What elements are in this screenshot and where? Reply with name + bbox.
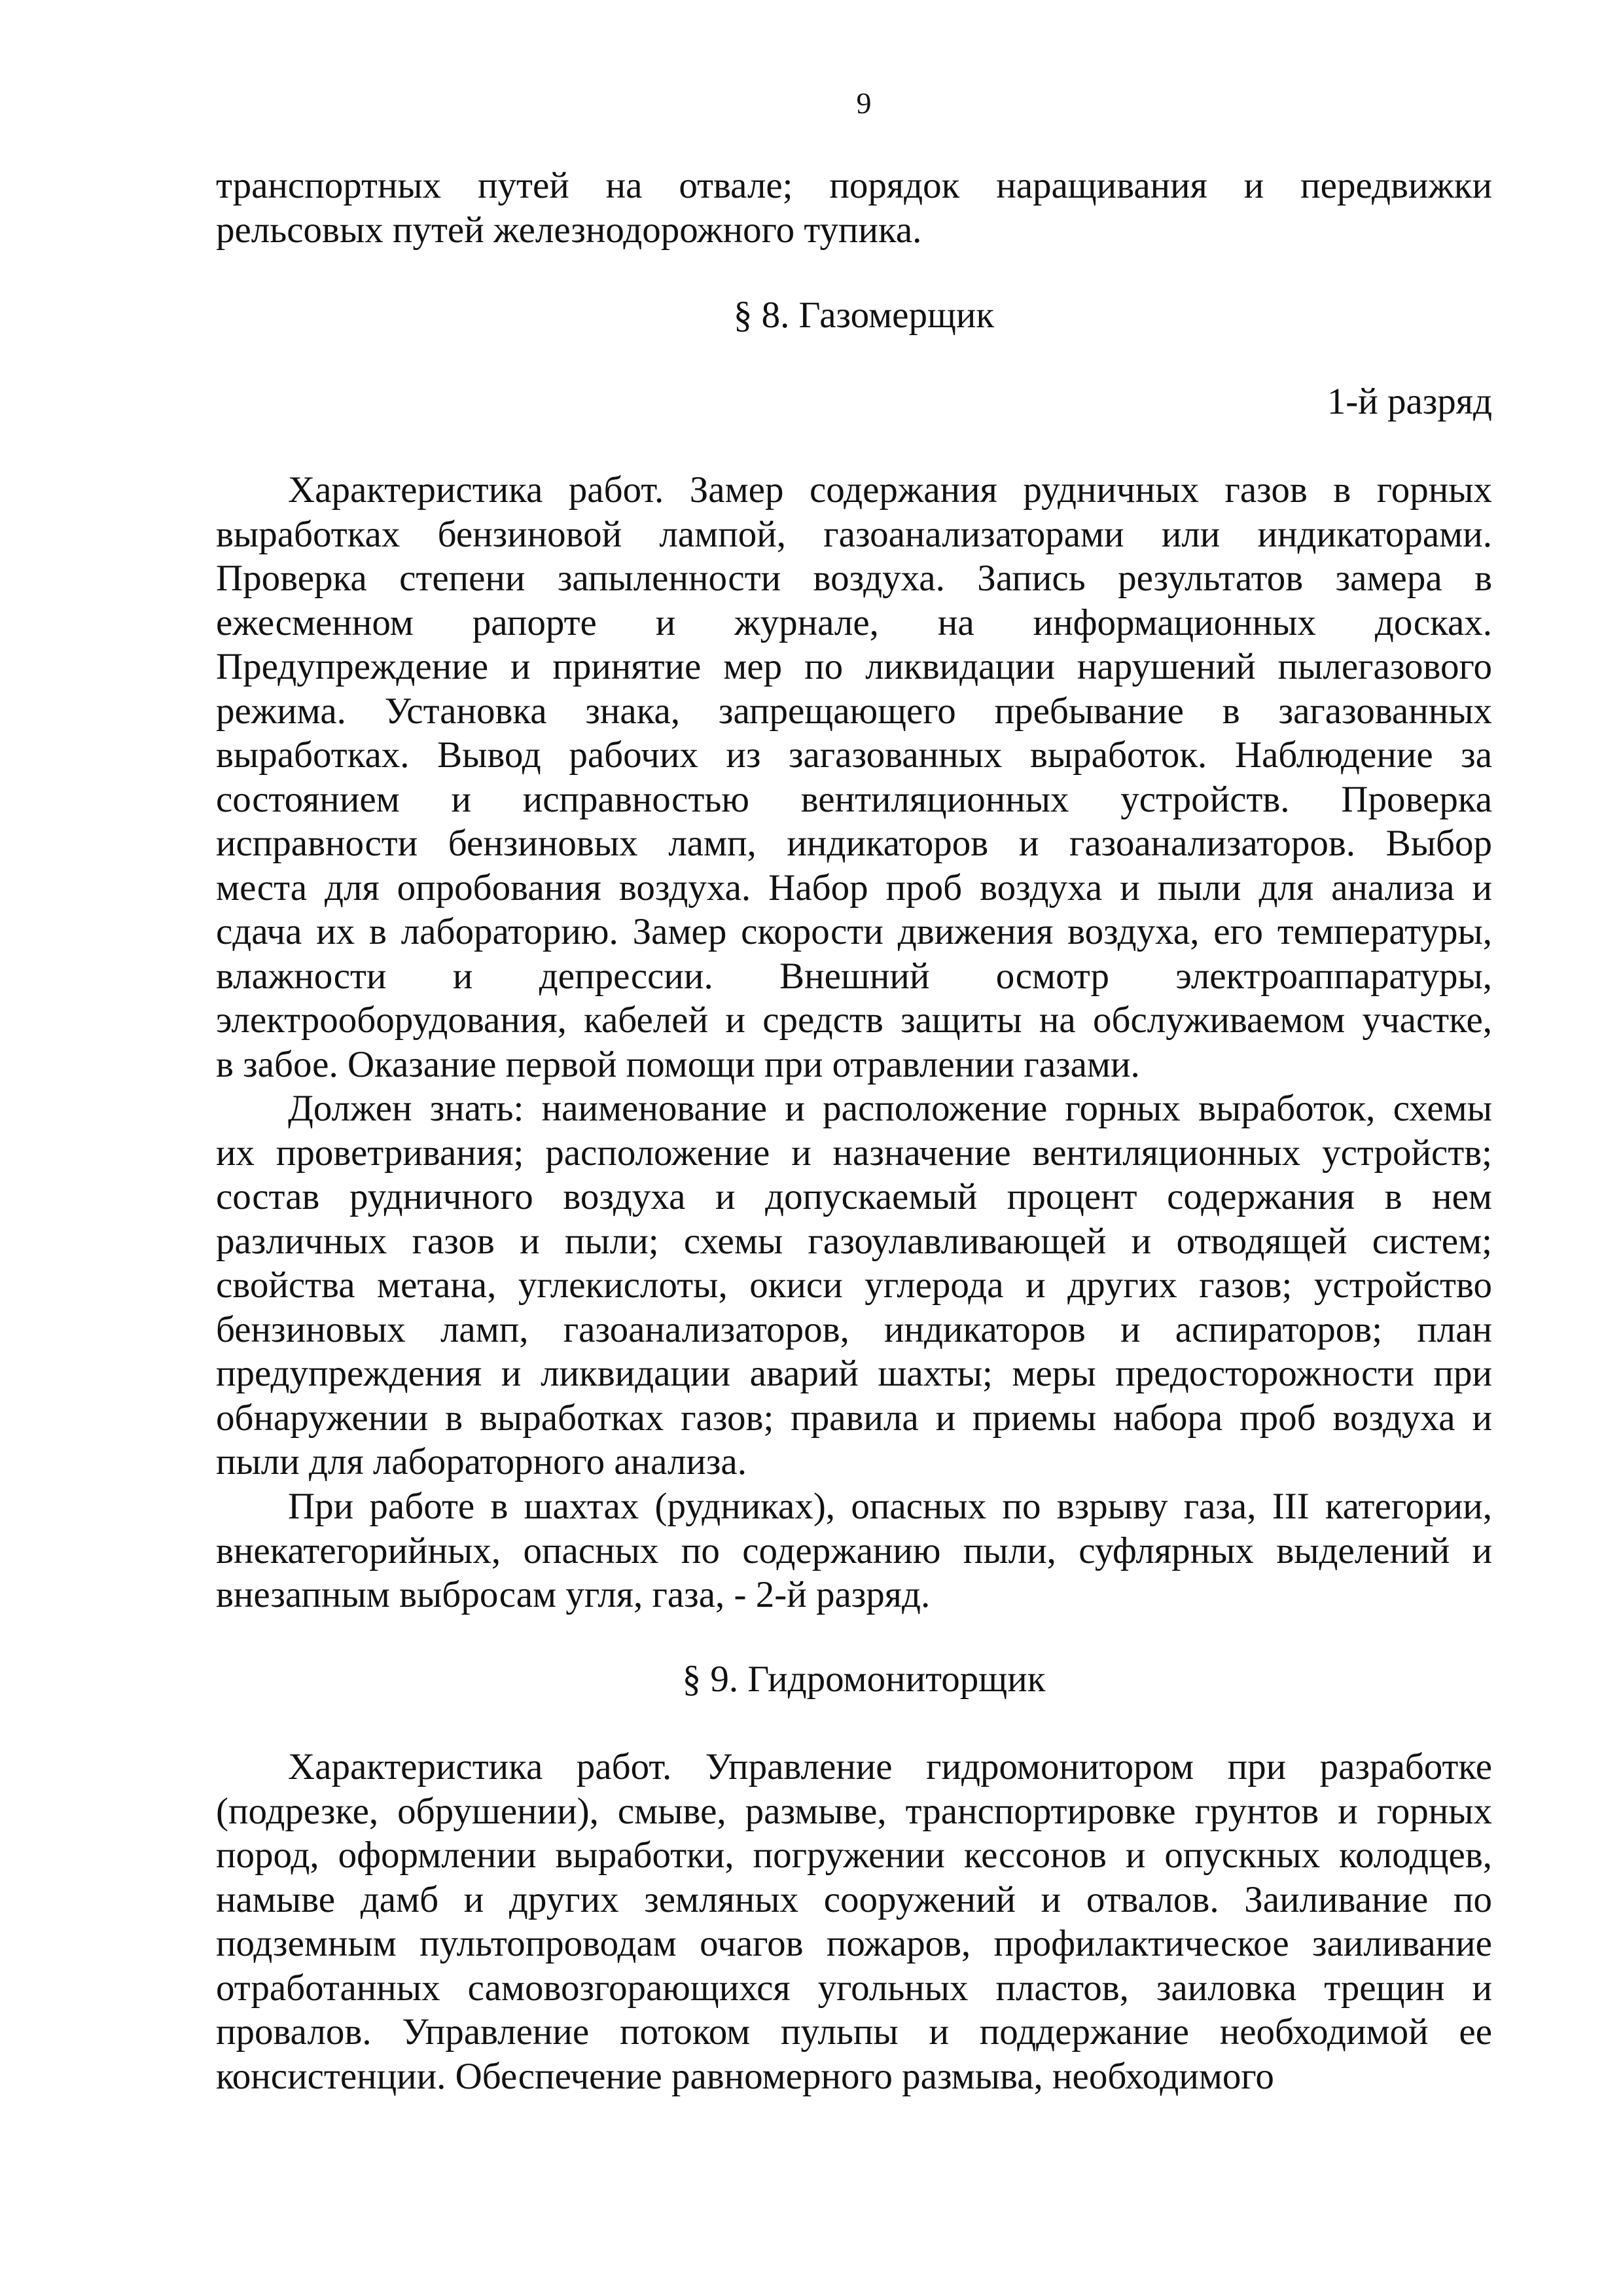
section9-characteristics-paragraph — [216, 1745, 1492, 2098]
text-line: внезапным выбросам угля, газа, - 2-й разряд. — [216, 1574, 931, 1615]
paragraph-indent — [216, 1745, 288, 1789]
text-line: отработанных самовозгорающихся угольных пластов, заиловка трещин и — [216, 1967, 1492, 2009]
text-line: в забое. Оказание первой помощи при отравлении газами. — [216, 1043, 1140, 1085]
section8-conditions-paragraph — [216, 1484, 1492, 1617]
text-line: выработках бензиновой лампой, газоанализаторами или индикаторами. — [216, 513, 1492, 555]
text-line: режима. Установка знака, запрещающего пребывание в загазованных — [216, 690, 1492, 732]
text-line: пород, оформлении выработки, погружении кессонов и опускных колодцев, — [216, 1835, 1492, 1876]
page-number: 9 — [856, 86, 872, 120]
text-line: электрооборудования, кабелей и средств защиты на обслуживаемом участке, — [216, 999, 1492, 1041]
line-text: Характеристика работ. Замер содержания рудничных газов в горных — [288, 469, 1492, 511]
text-line: влажности и депрессии. Внешний осмотр электроаппаратуры, — [216, 955, 1492, 997]
text-line: предупреждения и ликвидации аварий шахты; меры предосторожности при — [216, 1353, 1492, 1394]
text-line: внекатегорийных, опасных по содержанию пыли, суфлярных выделений и — [216, 1530, 1492, 1571]
text-line: пыли для лабораторного анализа. — [216, 1441, 747, 1482]
paragraph-indent — [216, 468, 288, 512]
text-line: выработках. Вывод рабочих из загазованных выработок. Наблюдение за — [216, 734, 1492, 776]
text-line: провалов. Управление потоком пульпы и поддержание необходимой ее — [216, 2011, 1492, 2053]
text-line: сдача их в лабораторию. Замер скорости движения воздуха, его температуры, — [216, 911, 1492, 952]
text-line: различных газов и пыли; схемы газоулавливающей и отводящей систем; — [216, 1220, 1492, 1262]
line-text: Характеристика работ. Управление гидромонитором при разработке — [288, 1746, 1492, 1787]
text-line — [216, 468, 1492, 512]
line-text: При работе в шахтах (рудниках), опасных по взрыву газа, III категории, — [288, 1486, 1492, 1527]
text-line: их проветривания; расположение и назначение вентиляционных устройств; — [216, 1132, 1492, 1174]
text-line: намыве дамб и других земляных сооружений и отвалов. Заиливание по — [216, 1878, 1492, 1920]
text-line: состоянием и исправностью вентиляционных устройств. Проверка — [216, 778, 1492, 820]
text-line: подземным пультопроводам очагов пожаров, профилактическое заиливание — [216, 1923, 1492, 1964]
intro-paragraph — [216, 164, 1492, 252]
section8-characteristics-paragraph — [216, 468, 1492, 1086]
paragraph-indent — [216, 1086, 288, 1131]
text-line — [216, 1745, 1492, 1789]
text-line: (подрезке, обрушении), смыве, размыве, транспортировке грунтов и горных — [216, 1790, 1492, 1832]
text-line: свойства метана, углекислоты, окиси углерода и других газов; устройство — [216, 1265, 1492, 1306]
text-line: состав рудничного воздуха и допускаемый процент содержания в нем — [216, 1176, 1492, 1217]
text-line: Проверка степени запыленности воздуха. Запись результатов замера в — [216, 558, 1492, 599]
line-text: Должен знать: наименование и расположение горных выработок, схемы — [288, 1088, 1492, 1129]
section-heading-9: § 9. Гидромониторщик — [682, 1659, 1046, 1700]
section8-knowledge-paragraph — [216, 1086, 1492, 1484]
text-line: ежесменном рапорте и журнале, на информационных досках. — [216, 601, 1492, 643]
text-line: Предупреждение и принятие мер по ликвидации нарушений пылегазового — [216, 646, 1492, 687]
text-line — [216, 1484, 1492, 1529]
rank-label: 1-й разряд — [1327, 381, 1492, 422]
text-line: бензиновых ламп, газоанализаторов, индикаторов и аспираторов; план — [216, 1308, 1492, 1350]
text-line: рельсовых путей железнодорожного тупика. — [216, 209, 922, 251]
text-line: консистенции. Обеспечение равномерного размыва, необходимого — [216, 2055, 1274, 2097]
text-line — [216, 1086, 1492, 1131]
text-line: транспортных путей на отвале; порядок наращивания и передвижки — [216, 165, 1492, 206]
paragraph-indent — [216, 1484, 288, 1529]
text-line: места для опробования воздуха. Набор проб воздуха и пыли для анализа и — [216, 867, 1492, 908]
text-line: исправности бензиновых ламп, индикаторов и газоанализаторов. Выбор — [216, 823, 1492, 864]
text-line: обнаружении в выработках газов; правила и приемы набора проб воздуха и — [216, 1397, 1492, 1439]
section-heading-8: § 8. Газомерщик — [733, 295, 995, 336]
